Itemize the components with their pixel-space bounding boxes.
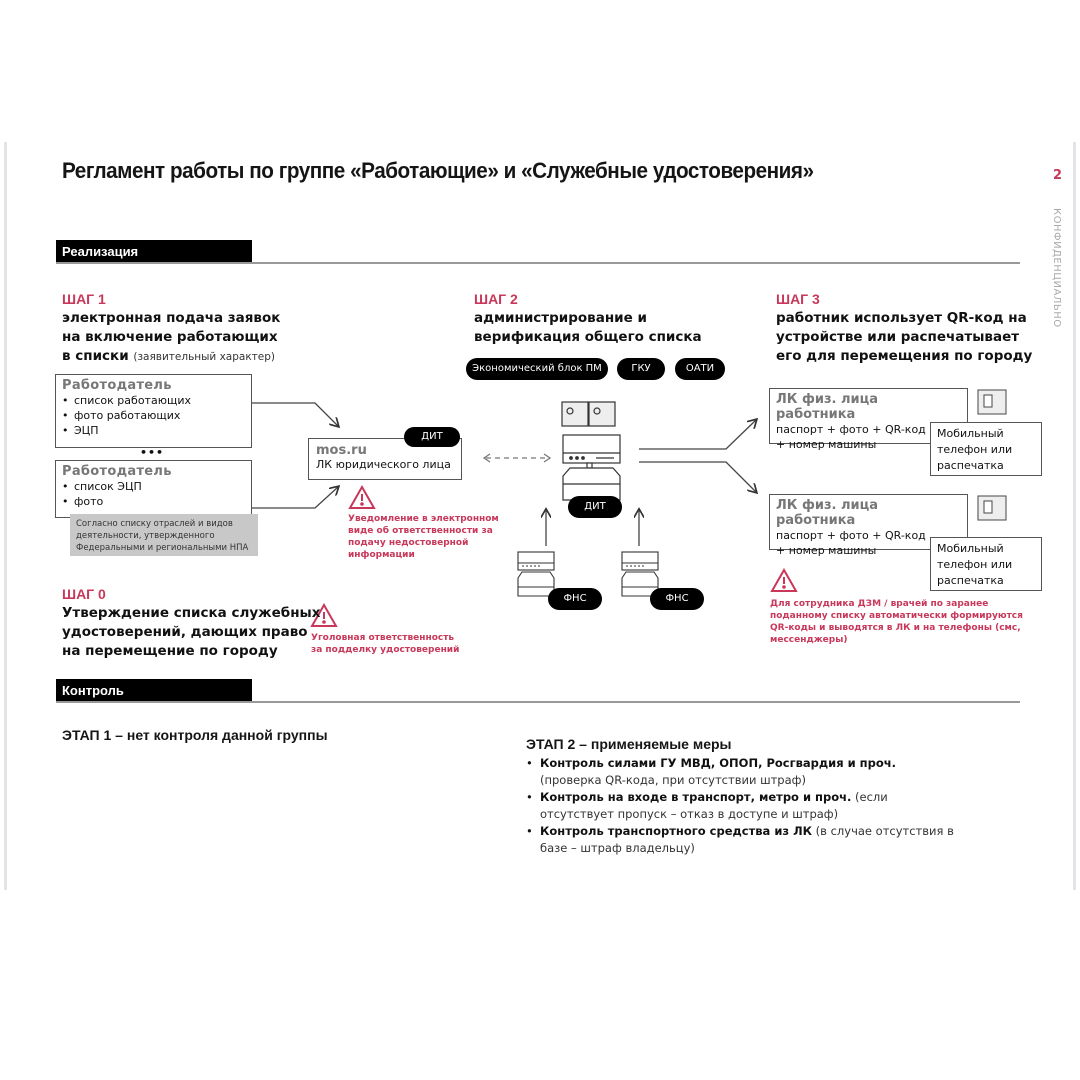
step3-warning-text: Для сотрудника ДЗМ / врачей по заранее поданному списку автоматически формируются QR-коды и выводятся в ЛК и на телефоны (смс, мессенджеры) bbox=[770, 599, 1023, 645]
step2-label: ШАГ 2 bbox=[474, 291, 518, 307]
control-measures-list bbox=[526, 755, 956, 857]
mosru-subtitle: ЛК юридического лица bbox=[316, 458, 451, 471]
lk-line: паспорт + фото + QR-код bbox=[776, 529, 926, 542]
device-box-2: Мобильный телефон или распечатка bbox=[930, 537, 1042, 591]
control-measure-item bbox=[526, 823, 956, 857]
warning-icon-mosru bbox=[350, 487, 374, 508]
step1-desc-note: (заявительный характер) bbox=[133, 351, 276, 363]
dit-badge-mosru: ДИТ bbox=[404, 427, 460, 447]
section-control-header: Контроль bbox=[56, 679, 252, 703]
list-item: • ЭЦП bbox=[62, 423, 245, 438]
list-item: • список ЭЦП bbox=[62, 479, 245, 494]
id-card-icon-2 bbox=[978, 496, 1006, 520]
section-realization-header: Реализация bbox=[56, 240, 252, 264]
step0-warning-text: Уголовная ответственность за подделку удостоверений bbox=[311, 633, 460, 655]
control-measure-item bbox=[526, 755, 956, 789]
employer-box-list bbox=[62, 393, 245, 438]
arrow-employer2-to-mosru bbox=[252, 487, 338, 508]
employer-box-title: Работодатель bbox=[62, 464, 172, 479]
device-box-1: Мобильный телефон или распечатка bbox=[930, 422, 1042, 476]
measure-bold: Контроль на входе в транспорт, метро и проч. bbox=[540, 790, 852, 804]
fns-badge-2: ФНС bbox=[650, 588, 704, 610]
control-measure-item bbox=[526, 789, 956, 823]
fns-server-icon-2 bbox=[622, 552, 658, 596]
fns-badge-1: ФНС bbox=[548, 588, 602, 610]
list-item: • фото работающих bbox=[62, 408, 245, 423]
step0-desc-line: на перемещение по городу bbox=[62, 643, 278, 659]
page-number: 2 bbox=[1053, 168, 1063, 183]
step3-desc-line: устройстве или распечатывает bbox=[776, 329, 1020, 345]
arrow-employer1-to-mosru bbox=[252, 403, 338, 426]
ellipsis-separator: ••• bbox=[140, 446, 165, 459]
lk-line: + номер машины bbox=[776, 438, 877, 451]
lk-line: паспорт + фото + QR-код bbox=[776, 423, 926, 436]
employer-box-title: Работодатель bbox=[62, 378, 172, 393]
step0-desc-line: удостоверений, дающих право bbox=[62, 624, 308, 640]
pill-economic-block: Экономический блок ПМ bbox=[466, 358, 608, 380]
fns-server-icon-1 bbox=[518, 552, 554, 596]
step3-desc-line: его для перемещения по городу bbox=[776, 348, 1033, 364]
step1-desc-line: электронная подача заявок bbox=[62, 310, 281, 326]
dit-badge-server: ДИТ bbox=[568, 496, 622, 518]
pill-gku: ГКУ bbox=[617, 358, 665, 380]
step0-description bbox=[62, 604, 322, 661]
lk-title: ЛК физ. лица работника bbox=[776, 392, 879, 422]
list-item: • список работающих bbox=[62, 393, 245, 408]
step1-label: ШАГ 1 bbox=[62, 291, 106, 307]
employer-box-list bbox=[62, 479, 245, 509]
step2-desc-line: администрирование и bbox=[474, 310, 647, 326]
step0-desc-line: Утверждение списка служебных bbox=[62, 605, 321, 621]
list-item: • фото bbox=[62, 494, 245, 509]
measure-bold: Контроль транспортного средства из ЛК bbox=[540, 824, 813, 838]
employer-box-2 bbox=[55, 460, 252, 518]
employer-box-1 bbox=[55, 374, 252, 448]
step1-description bbox=[62, 309, 322, 367]
arrow-server-to-lk-top bbox=[639, 420, 756, 449]
lk-line: + номер машины bbox=[776, 544, 877, 557]
step0-label: ШАГ 0 bbox=[62, 586, 106, 602]
measure-bold: Контроль силами ГУ МВД, ОПОП, Росгвардия и проч. bbox=[540, 756, 897, 770]
mosru-warning-text: Уведомление в электронном виде об ответственности за подачу недостоверной информации bbox=[348, 514, 499, 560]
section-divider bbox=[56, 701, 1020, 703]
mosru-title: mos.ru bbox=[316, 443, 367, 458]
lk-title: ЛК физ. лица работника bbox=[776, 498, 879, 528]
step3-label: ШАГ 3 bbox=[776, 291, 820, 307]
pill-oati: ОАТИ bbox=[675, 358, 725, 380]
measure-detail: (проверка QR-кода, при отсутствии штраф) bbox=[540, 773, 806, 787]
step3-desc-line: работник использует QR-код на bbox=[776, 310, 1027, 326]
step1-desc-line: на включение работающих bbox=[62, 329, 278, 345]
arrow-server-to-lk-bottom bbox=[639, 462, 756, 492]
step2-desc-line: верификация общего списка bbox=[474, 329, 702, 345]
step3-description bbox=[776, 309, 1046, 366]
step2-description bbox=[474, 309, 734, 347]
industry-list-note: Согласно списку отраслей и видов деятельности, утвержденного Федеральными и региональными НПА bbox=[70, 514, 258, 556]
measure-detail: (если отсутствует пропуск – отказ в доступе и штраф) bbox=[540, 790, 888, 821]
confidential-label: КОНФИДЕНЦИАЛЬНО bbox=[1051, 208, 1062, 328]
warning-icon-step3 bbox=[772, 570, 796, 591]
measure-detail: (в случае отсутствия в базе – штраф владельцу) bbox=[540, 824, 954, 855]
stage1-title: ЭТАП 1 – нет контроля данной группы bbox=[62, 727, 328, 743]
server-icon bbox=[562, 402, 620, 500]
page-title: Регламент работы по группе «Работающие» и «Служебные удостоверения» bbox=[62, 158, 814, 183]
stage2-title: ЭТАП 2 – применяемые меры bbox=[526, 736, 732, 752]
step1-desc-line: в списки bbox=[62, 348, 129, 364]
id-card-icon-1 bbox=[978, 390, 1006, 414]
